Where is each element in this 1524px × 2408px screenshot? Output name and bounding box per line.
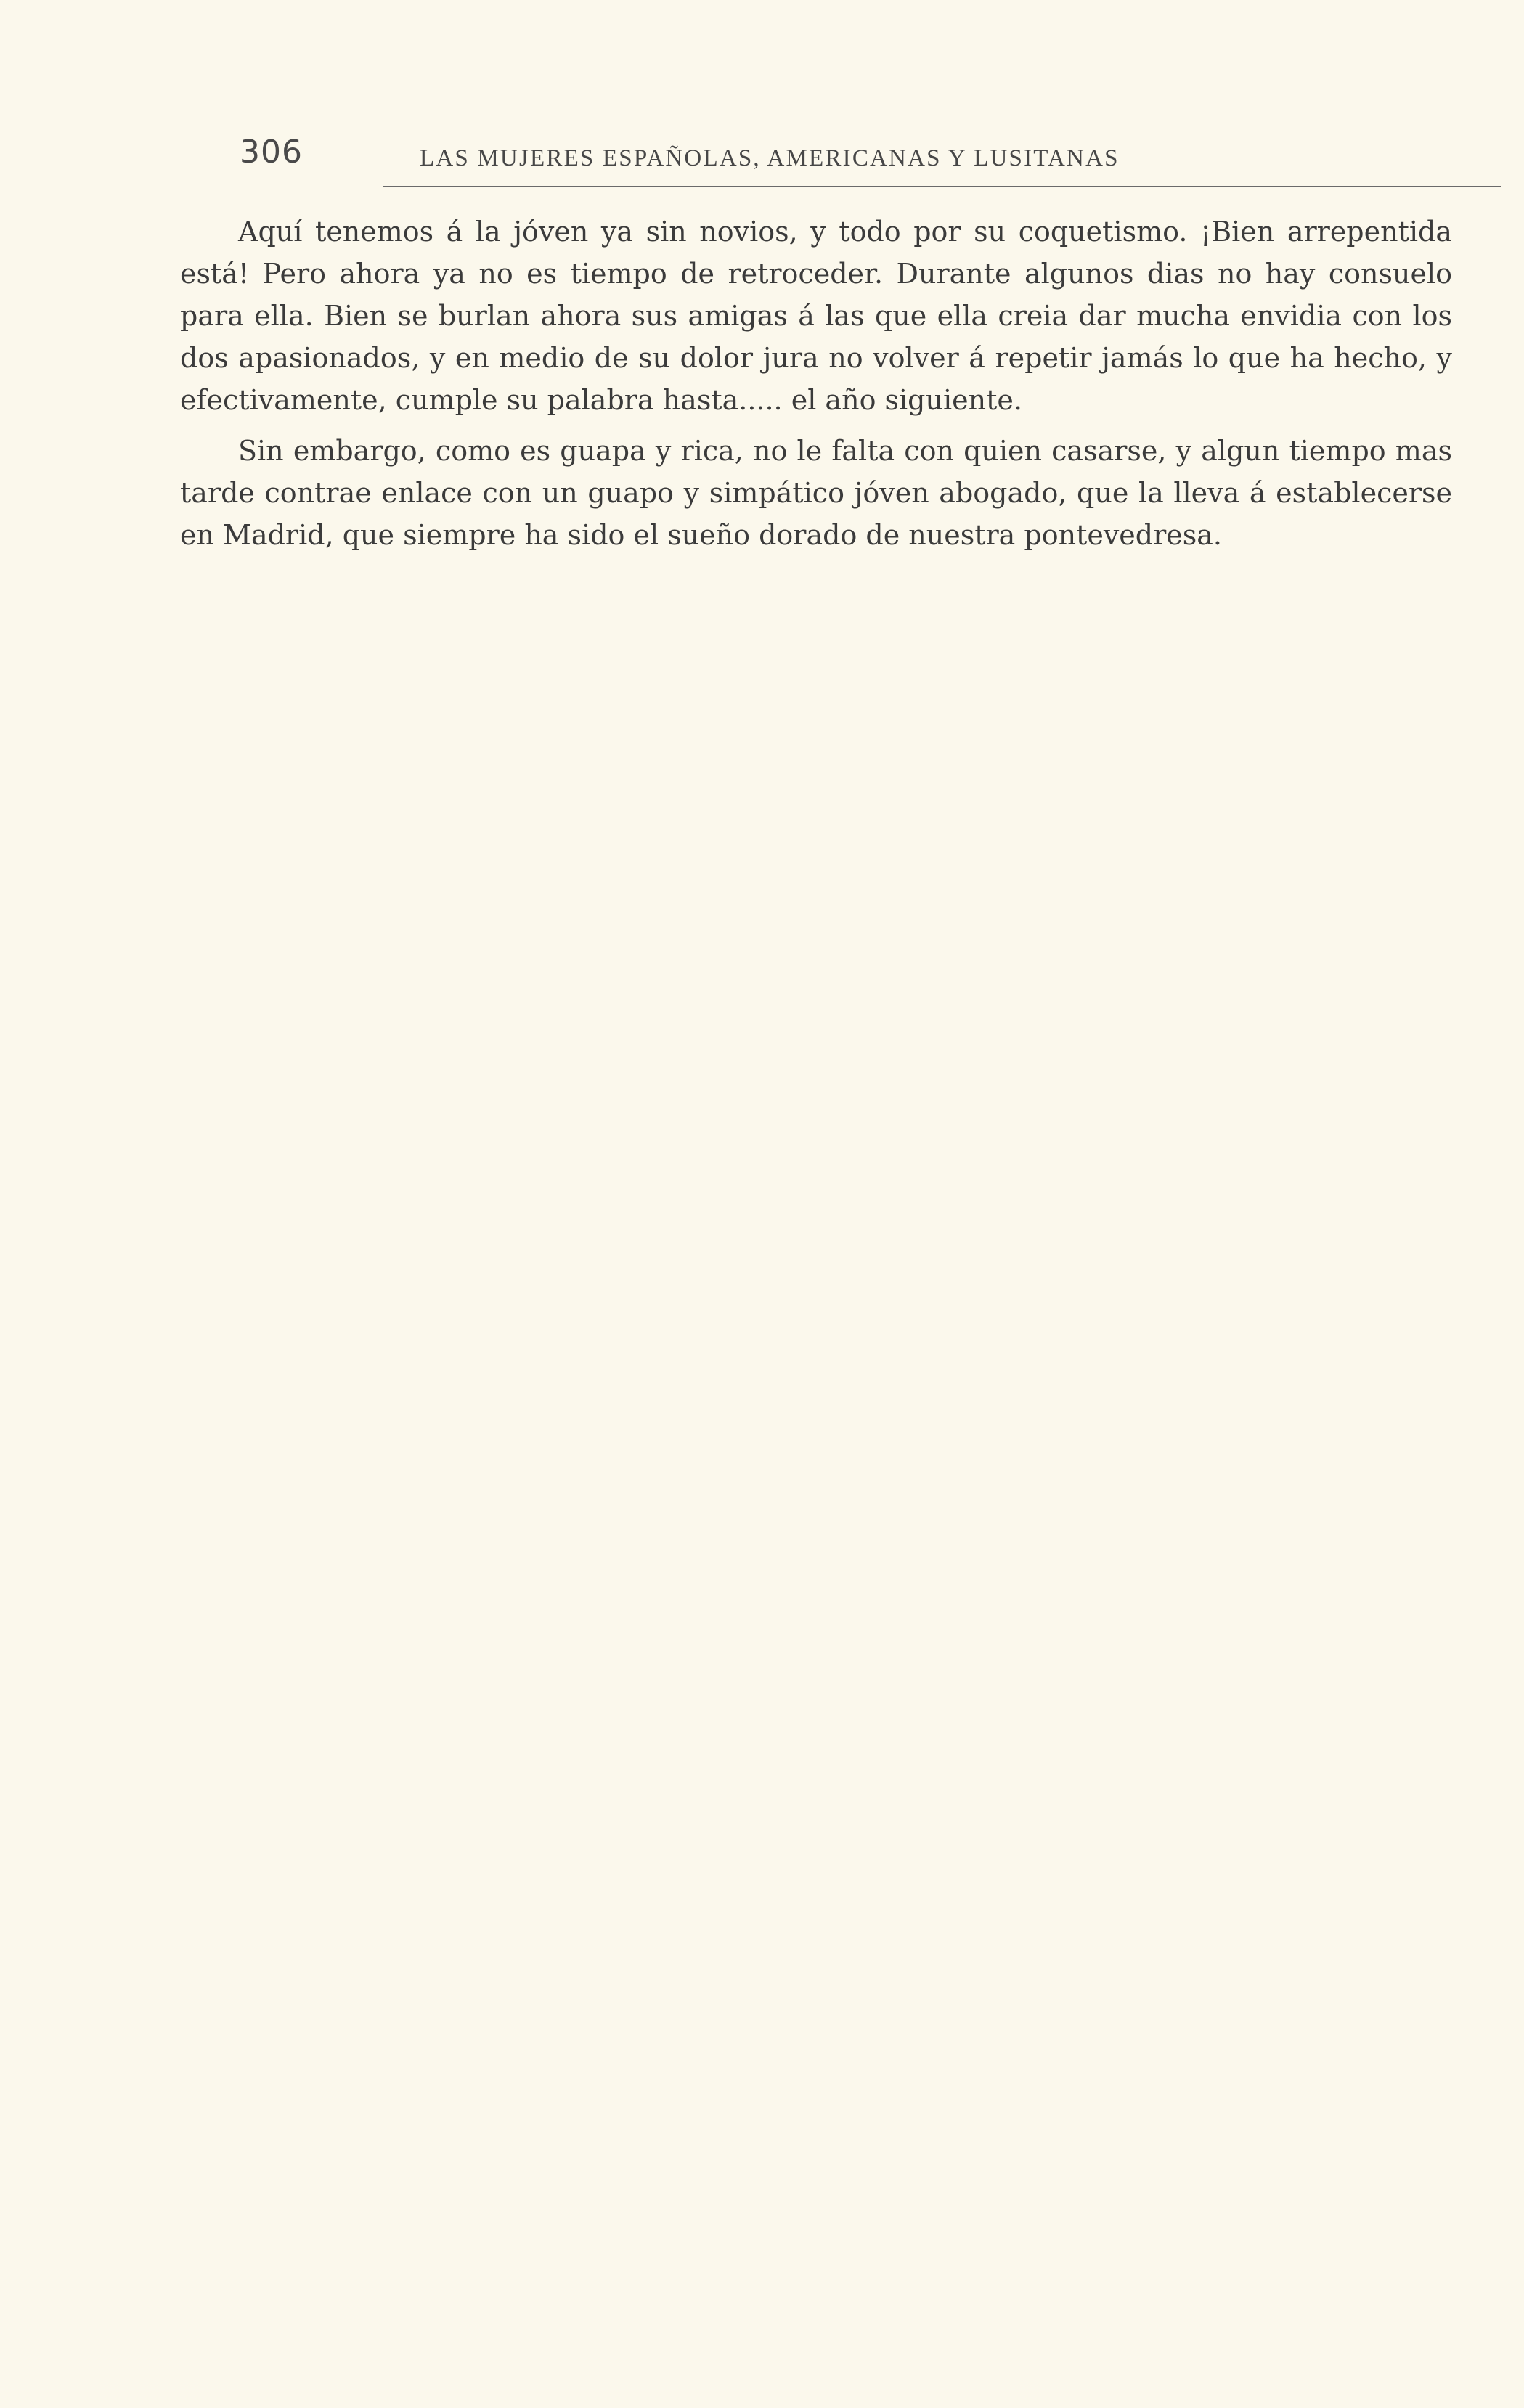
paragraph-1: Aquí tenemos á la jóven ya sin novios, y todo por su coquetismo. ¡Bien arrepentida está! Pero ahora ya no es tiempo de retroceder. Durante algunos dias no hay consuelo para ella. Bien se burlan ahora sus amigas á las que ella creia dar mucha envidia con los dos apasionados, y en medio de su dolor jura no volver á repetir jamás lo que ha hecho, y efectivamente, cumple su palabra hasta..... el año siguiente.	[180, 216, 1452, 416]
running-title: LAS MUJERES ESPAÑOLAS, AMERICANAS Y LUSITANAS	[420, 145, 1120, 171]
body-text	[180, 211, 1452, 565]
header-rule	[383, 186, 1501, 187]
running-head	[240, 129, 1260, 187]
paragraph-2: Sin embargo, como es guapa y rica, no le falta con quien casarse, y algun tiempo mas tarde contrae enlace con un guapo y simpático jóven abogado, que la lleva á establecerse en Madrid, que siempre ha sido el sueño dorado de nuestra pontevedresa.	[180, 435, 1452, 551]
page-number: 306	[240, 134, 303, 171]
